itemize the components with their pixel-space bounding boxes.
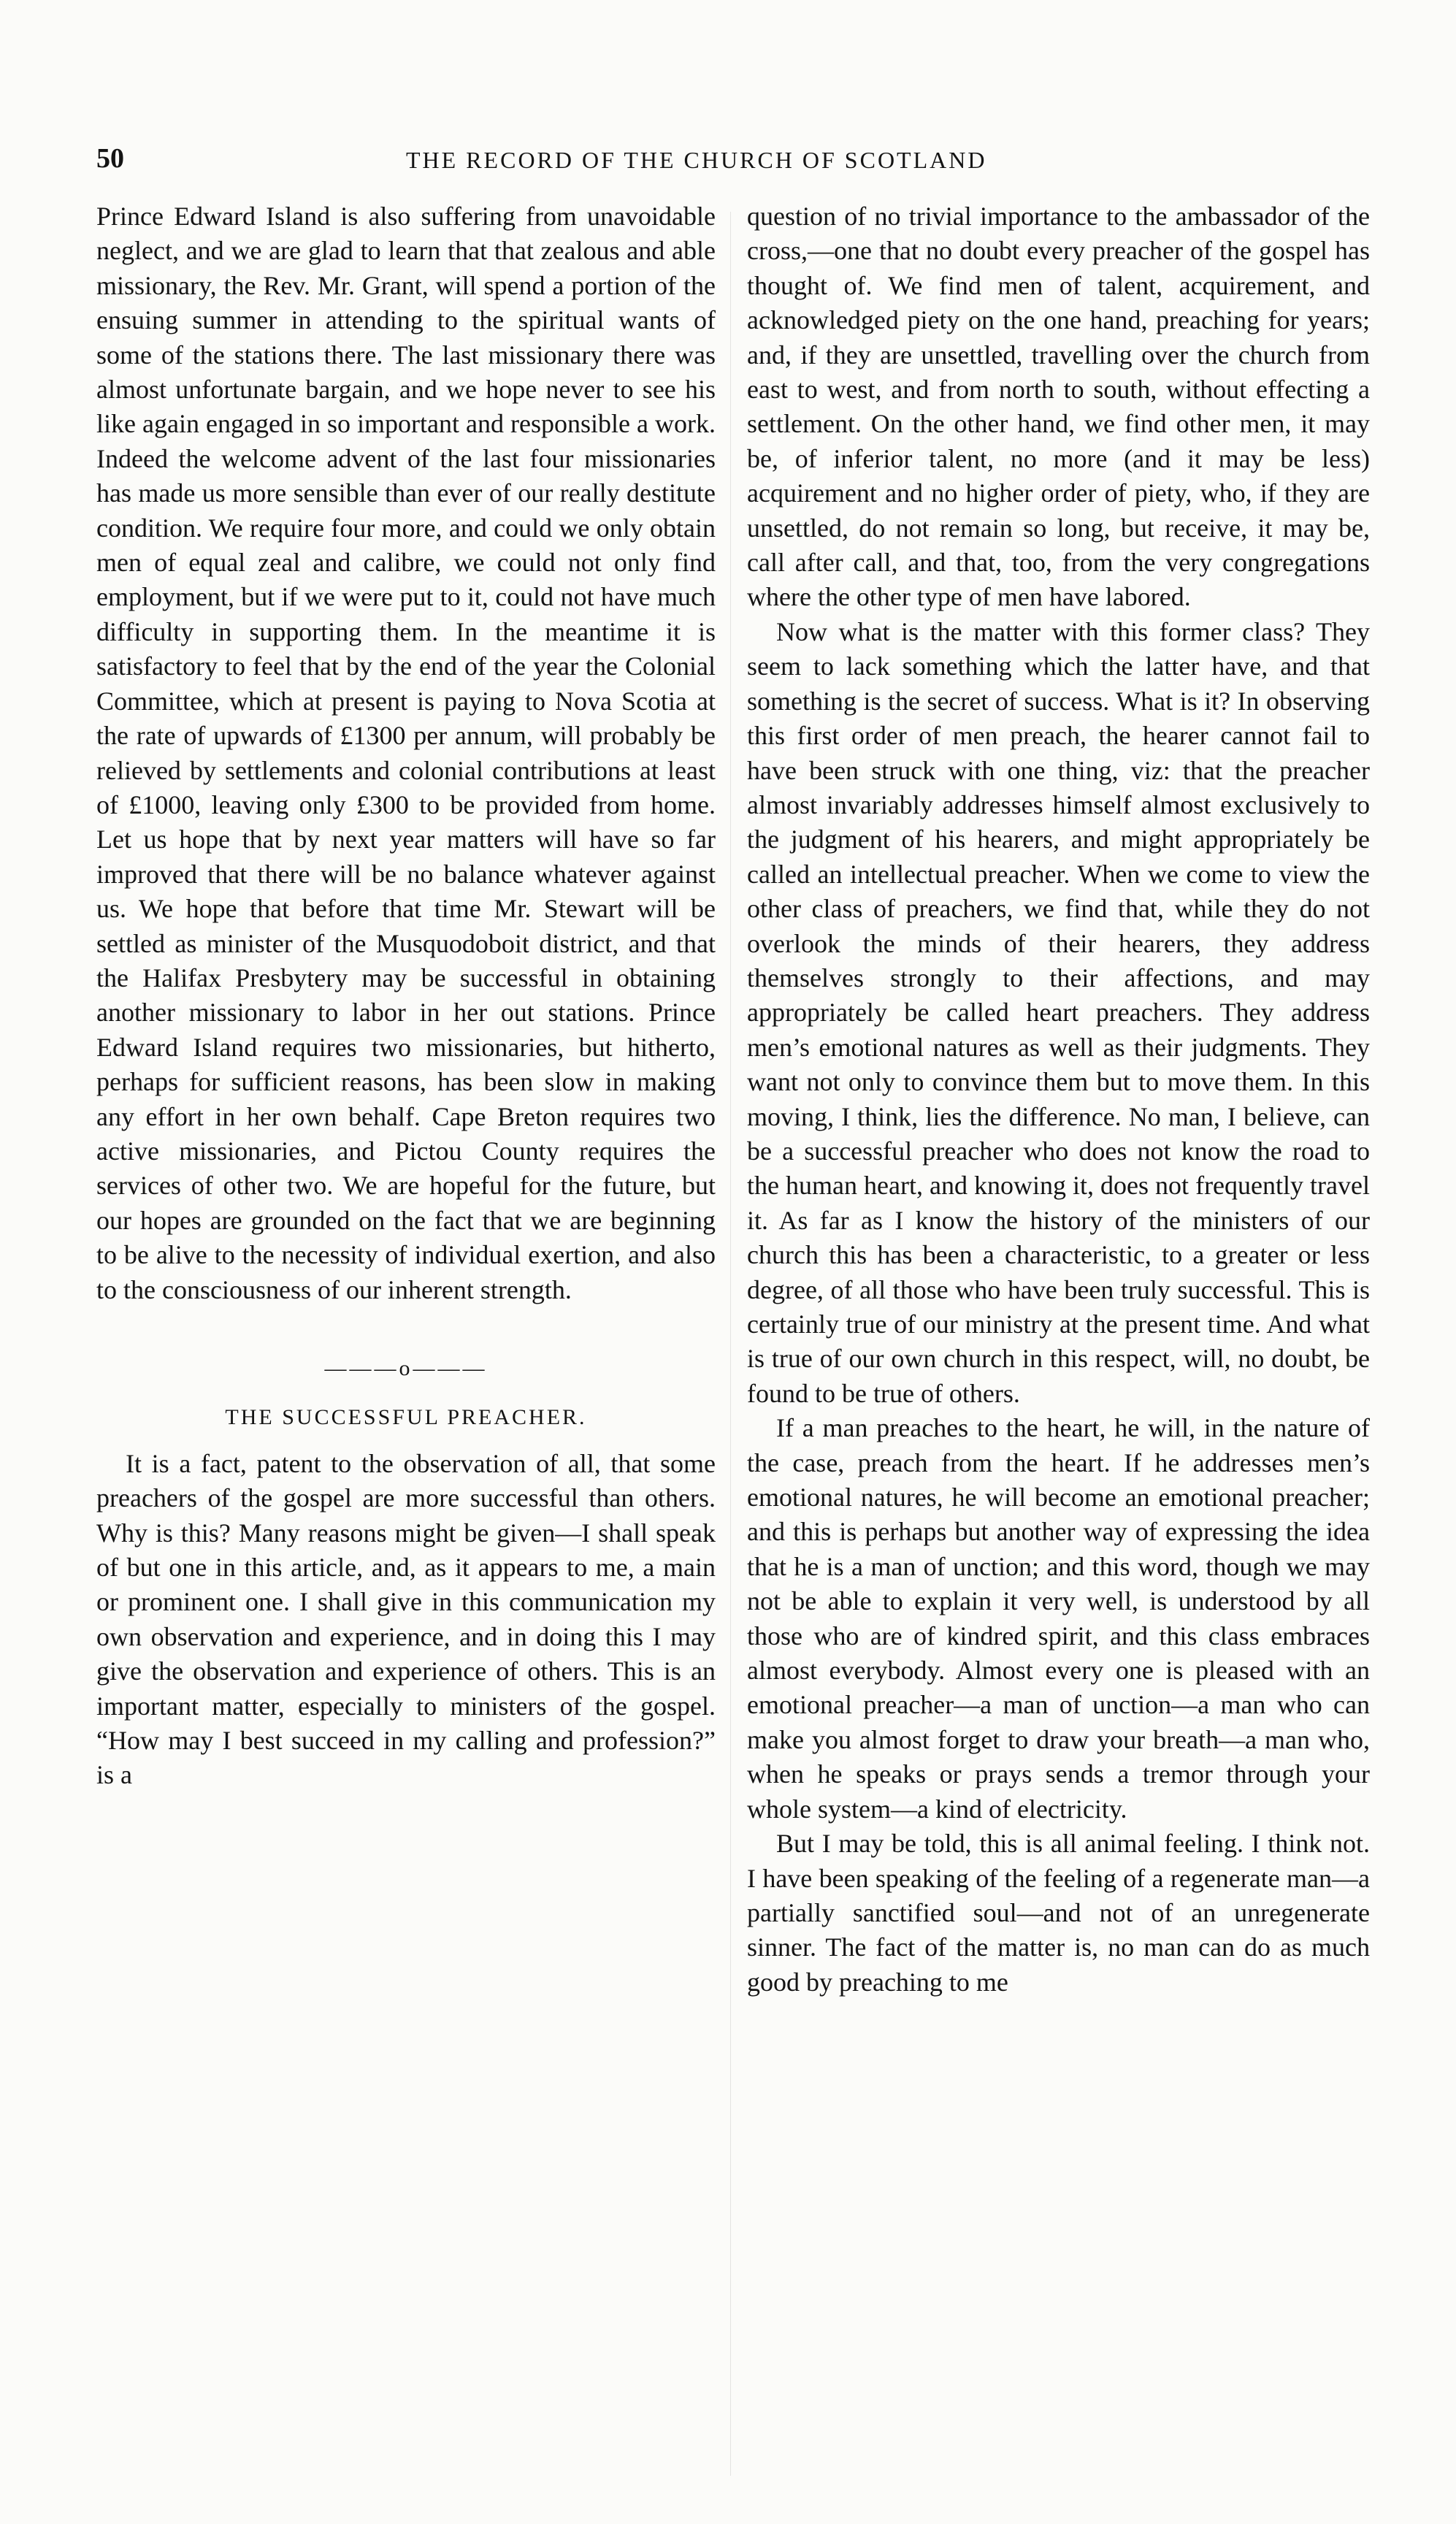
paragraph-animal-feeling: But I may be told, this is all animal feeling. I think not. I have been speaking of the feeling of a regenerate man—a partially sanctified soul—and not of an unregenerate sinner. The fact of the matter is, no man can do as much good by preaching to me xyxy=(747,1829,1370,1997)
paragraph-former-class: Now what is the matter with this former class? They seem to lack something which the latter have, and that something is the secret of success. What is it? In observing this first order of men preach, the hearer cannot fail to have been struck with one thing, viz: that the preacher almost invariably addresses himself almost exclusively to the judgment of his hearers, and might appropriately be called an intellectual preacher. When we come to view the other class of preachers, we find that, while they do not overlook the minds of their hearers, they address themselves strongly to their affections, and may appropriately be called heart preachers. They address men’s emotional natures as well as their judgments. They want not only to convince them but to move them. In this moving, I think, lies the difference. No man, I believe, can be a successful preacher who does not know the road to the human heart, and knowing it, does not frequently travel it. As far as I know the history of the ministers of our church this has been a characteristic, to a greater or less degree, of all those who have been truly successful. This is certainly true of our ministry at the present time. And what is true of our own church in this respect, will, no doubt, be found to be true of others. xyxy=(747,616,1370,1408)
section-separator: ———o——— xyxy=(324,1356,488,1380)
page-number: 50 xyxy=(96,143,124,174)
page-header xyxy=(0,142,1456,186)
paragraph-heart-preaching: If a man preaches to the heart, he will, in the nature of the case, preach from the heart. If he addresses men’s emotional natures, he will become an emotional preacher; and this is perhaps but another way of expressing the idea that he is a man of unction; and this word, though we may not be able to explain it very well, is understood by all those who are of kindred spirit, and this class embraces almost everybody. Almost every one is pleased with an emotional preacher—a man of unction—a man who can make you almost forget to draw your breath—a man who, when he speaks or prays sends a tremor through your whole system—a kind of electricity. xyxy=(747,1413,1370,1824)
running-title: THE RECORD OF THE CHURCH OF SCOTLAND xyxy=(406,147,987,173)
right-column xyxy=(747,199,1370,2485)
paragraph-ambassador: question of no trivial importance to the ambassador of the cross,—one that no doubt every preacher of the gospel has thought of. We find men of talent, acquirement, and acknowledged piety on the one hand, preaching for years; and, if they are unsettled, travelling over the church from east to west, and from north to south, without effecting a settlement. On the other hand, we find other men, it may be, of inferior talent, no more (and it may be less) acquirement and no higher order of piety, who, if they are unsettled, do not remain so long, but receive, it may be, call after call, and that, too, from the very congregations where the other type of men have labored. xyxy=(747,202,1370,612)
paragraph-pei-missions: Prince Edward Island is also suffering from unavoidable neglect, and we are glad to learn that that zealous and able missionary, the Rev. Mr. Grant, will spend a portion of the ensuing summer in attending to the spiritual wants of some of the stations there. The last missionary there was almost unfortunate bargain, and we hope never to see his like again engaged in so important and responsible a work. Indeed the welcome advent of the last four missionaries has made us more sensible than ever of our really destitute condition. We require four more, and could we only obtain men of equal zeal and calibre, we could not only find employment, but if we were put to it, could not have much difficulty in supporting them. In the meantime it is satisfactory to feel that by the end of the year the Colonial Committee, which at present is paying to Nova Scotia at the rate of upwards of £1300 per annum, will probably be relieved by settlements and colonial contributions at least of £1000, leaving only £300 to be provided from home. Let us hope that by next year matters will have so far improved that there will be no balance whatever against us. We hope that before that time Mr. Stewart will be settled as minister of the Musquodoboit district, and that the Halifax Presbytery may be successful in obtaining another missionary to labor in her out stations. Prince Edward Island requires two missionaries, but hitherto, perhaps for sufficient reasons, has been slow in making any effort in her own behalf. Cape Breton requires two active missionaries, and Pictou County requires the services of other two. We are hopeful for the future, but our hopes are grounded on the fact that we are beginning to be alive to the necessity of individual exertion, and also to the consciousness of our inherent strength. xyxy=(96,202,716,1304)
column-divider xyxy=(730,212,731,2476)
paragraph-successful-preacher-intro: It is a fact, patent to the observation of all, that some preachers of the gospel are more successful than others. Why is this? Many reasons might be given—I shall speak of but one in this article, and, as it appears to me, a main or prominent one. I shall give in this communication my own observation and experience, and in doing this I may give the observation and experience of others. This is an important matter, especially to ministers of the gospel. “How may I best succeed in my calling and profession?” is a xyxy=(96,1448,716,1790)
left-column xyxy=(96,199,716,2485)
section-title: THE SUCCESSFUL PREACHER. xyxy=(225,1405,587,1430)
